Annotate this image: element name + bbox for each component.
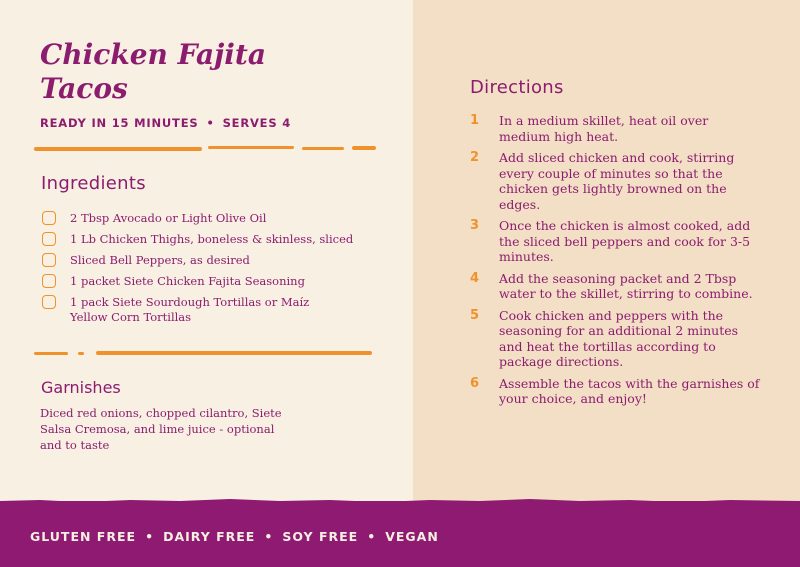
recipe-title-line1: Chicken Fajita [40, 38, 266, 71]
divider-stroke [302, 147, 344, 150]
recipe-meta [40, 116, 291, 130]
step-number: 4 [470, 270, 480, 286]
step-text: Add the seasoning packet and 2 Tbsp water to the skillet, stirring to combine. [499, 270, 753, 301]
divider-stroke [208, 146, 294, 149]
ingredient-text: 2 Tbsp Avocado or Light Olive Oil [70, 211, 267, 225]
step-text: Add sliced chicken and cook, stirring every couple of minutes so that the chicken gets lightly browned on the edges. [499, 150, 735, 212]
step-text: Assemble the tacos with the garnishes of your choice, and enjoy! [499, 375, 760, 406]
direction-step [470, 113, 760, 144]
ingredient-text: 1 pack Siete Sourdough Tortillas or Maíz Yellow Corn Tortillas [70, 295, 310, 324]
checkbox[interactable] [42, 274, 56, 288]
step-number: 6 [470, 375, 480, 391]
divider-stroke [96, 351, 372, 355]
ingredient-text: 1 Lb Chicken Thighs, boneless & skinless, sliced [70, 232, 354, 246]
direction-step [470, 271, 760, 302]
tag-soy-free: SOY FREE [282, 529, 359, 544]
step-text: Cook chicken and peppers with the seasoning for an additional 2 minutes and heat the tortillas according to package directions. [499, 307, 739, 369]
ingredient-item [40, 211, 400, 226]
recipe-title-line2: Tacos [40, 72, 128, 105]
checkbox[interactable] [42, 253, 56, 267]
direction-step [470, 150, 770, 212]
ingredients-list [40, 211, 400, 331]
ingredient-item [40, 253, 400, 268]
garnishes-heading: Garnishes [41, 378, 121, 397]
tag-separator: • [264, 529, 274, 544]
ingredient-text: Sliced Bell Peppers, as desired [70, 253, 250, 267]
divider-stroke [352, 146, 376, 150]
divider-stroke [78, 352, 84, 355]
tag-separator: • [145, 529, 155, 544]
tag-vegan: VEGAN [385, 529, 439, 544]
garnishes-text: Diced red onions, chopped cilantro, Siete Salsa Cremosa, and lime juice - optional and to taste [40, 406, 282, 452]
servings: SERVES 4 [222, 116, 292, 130]
step-number: 2 [470, 150, 480, 165]
tag-dairy-free: DAIRY FREE [163, 529, 256, 544]
ready-time: READY IN 15 MINUTES [40, 116, 199, 130]
ingredients-heading: Ingredients [41, 173, 146, 194]
directions-list [470, 113, 770, 413]
footer-band [0, 501, 800, 567]
tag-gluten-free: GLUTEN FREE [30, 529, 137, 544]
meta-separator: • [206, 116, 215, 130]
ingredient-item [40, 295, 340, 325]
step-text: In a medium skillet, heat oil over medium high heat. [499, 113, 709, 144]
checkbox[interactable] [42, 295, 56, 309]
step-text: Once the chicken is almost cooked, add the sliced bell peppers and cook for 3-5 minutes. [499, 218, 751, 264]
step-number: 1 [470, 113, 480, 128]
direction-step [470, 218, 770, 265]
dietary-tags [30, 529, 439, 544]
divider-stroke [34, 147, 202, 151]
tag-separator: • [367, 529, 377, 544]
ingredient-text: 1 packet Siete Chicken Fajita Seasoning [70, 274, 305, 288]
footer-torn-edge [0, 497, 800, 505]
ingredient-item [40, 274, 400, 289]
divider-stroke [34, 352, 68, 355]
recipe-title [40, 38, 380, 106]
ingredient-item [40, 232, 400, 247]
checkbox[interactable] [42, 211, 56, 225]
direction-step [470, 376, 770, 407]
directions-heading: Directions [470, 77, 564, 98]
direction-step [470, 308, 760, 370]
step-number: 5 [470, 307, 480, 323]
checkbox[interactable] [42, 232, 56, 246]
step-number: 3 [470, 218, 480, 233]
